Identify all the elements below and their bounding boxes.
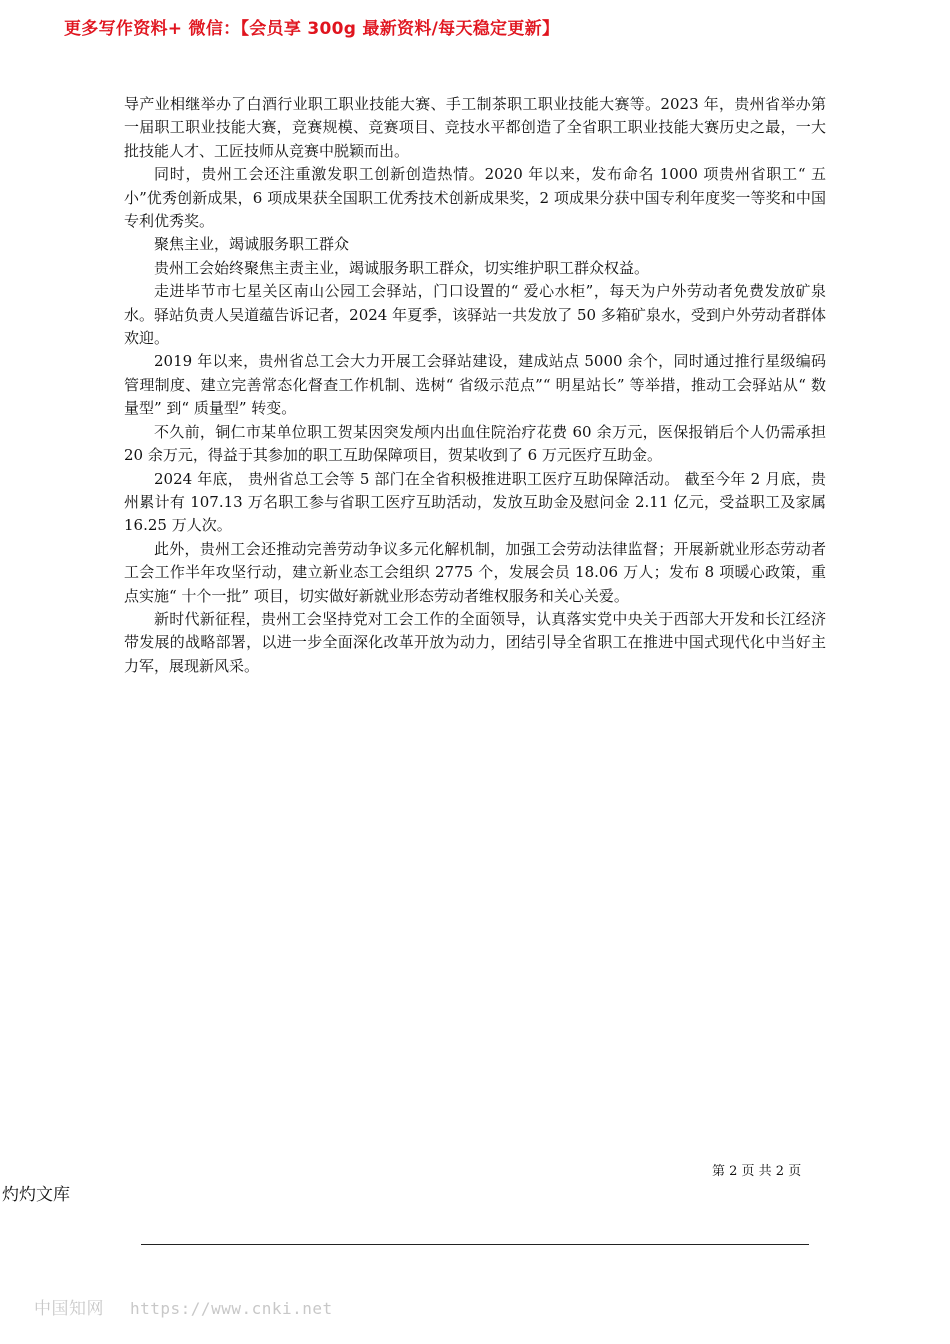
paragraph-continuation: 导产业相继举办了白酒行业职工职业技能大赛、手工制茶职工职业技能大赛等。2023 年，贵州省举办第一届职工职业技能大赛，竞赛规模、竞赛项目、竞技水平都创造了全省职工职业技能大赛历史之最，一大批技能人才、工匠技师从竞赛中脱颖而出。 [124,95,826,160]
paragraph-new-employment: 此外，贵州工会还推动完善劳动争议多元化解机制，加强工会劳动法律监督；开展新就业形态劳动者工会工作半年攻坚行动，建立新业态工会组织 2775 个，发展会员 18.06 万人；发布 8 项暖心政策，重点实施“ 十个一批” 项目，切实做好新就业形态劳动者维权服务和关心关爱。 [124,539,826,605]
watermark-site-name: 中国知网 [34,1299,104,1319]
watermark [34,1294,333,1319]
page-number: 第 2 页 共 2 页 [712,1164,802,1179]
article-body [124,93,826,678]
footer-divider [141,1244,809,1245]
section-heading: 聚焦主业，竭诚服务职工群众 [154,235,350,254]
paragraph-mutual-aid-case: 不久前，铜仁市某单位职工贺某因突发颅内出血住院治疗花费 60 余万元，医保报销后个人仍需承担 20 余万元，得益于其参加的职工互助保障项目，贺某收到了 6 万元医疗互助金。 [124,422,826,465]
paragraph-conclusion: 新时代新征程，贵州工会坚持党对工会工作的全面领导，认真落实党中央关于西部大开发和长江经济带发展的战略部署，以进一步全面深化改革开放为动力，团结引导全省职工在推进中国式现代化中当好主力军，展现新风采。 [124,609,826,675]
watermark-url: https://www.cnki.net [130,1299,333,1318]
paragraph-core-duty: 贵州工会始终聚焦主责主业，竭诚服务职工群众，切实维护职工群众权益。 [154,258,650,277]
paragraph-station-construction: 2019 年以来，贵州省总工会大力开展工会驿站建设，建成站点 5000 余个，同时通过推行星级编码管理制度、建立完善常态化督查工作机制、选树“ 省级示范点”“ 明星站长” 等举措，推动工会驿站从“ 数量型” 到“ 质量型” 转变。 [124,352,826,418]
library-name: 灼灼文库 [2,1185,70,1205]
promo-banner: 更多写作资料+ 微信：【会员享 300g 最新资料/每天稳定更新】 [64,19,560,39]
paragraph-innovation: 同时，贵州工会还注重激发职工创新创造热情。2020 年以来，发布命名 1000 项贵州省职工“ 五小”优秀创新成果，6 项成果获全国职工优秀技术创新成果奖，2 项成果分获中国专利年度奖一等奖和中国专利优秀奖。 [124,165,826,231]
paragraph-medical-mutual-aid: 2024 年底， 贵州省总工会等 5 部门在全省积极推进职工医疗互助保障活动。 截至今年 2 月底，贵州累计有 107.13 万名职工参与省职工医疗互助活动，发放互助金及慰问金 2.11 亿元，受益职工及家属 16.25 万人次。 [124,469,826,535]
paragraph-water-station: 走进毕节市七星关区南山公园工会驿站，门口设置的“ 爱心水柜”，每天为户外劳动者免费发放矿泉水。驿站负责人吴道蕴告诉记者，2024 年夏季，该驿站一共发放了 50 多箱矿泉水，受到户外劳动者群体欢迎。 [124,282,826,348]
